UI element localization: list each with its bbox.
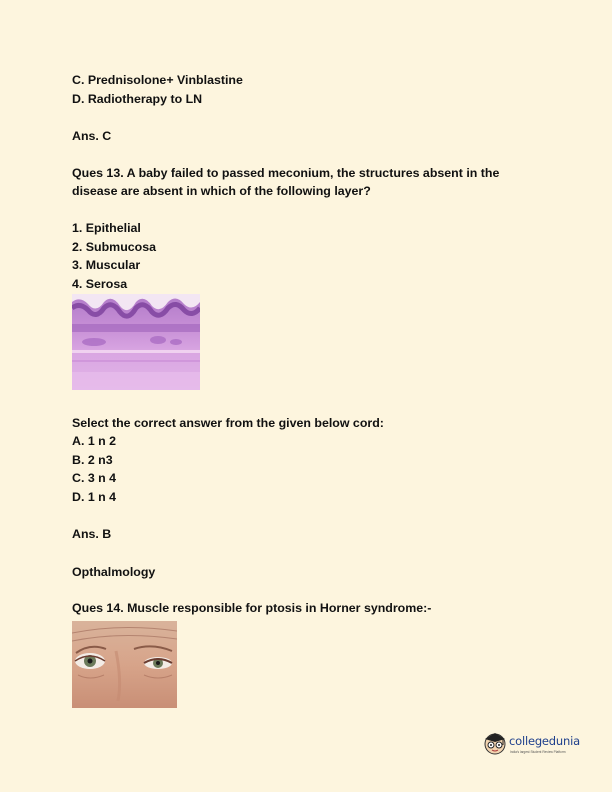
collegedunia-logo bbox=[482, 730, 592, 762]
choice-d: D. 1 n 4 bbox=[72, 490, 117, 504]
mascot-icon bbox=[482, 730, 508, 756]
choice-b: B. 2 n3 bbox=[72, 453, 113, 467]
select-instruction: Select the correct answer from the given below cord: bbox=[72, 416, 384, 430]
choice-a: A. 1 n 2 bbox=[72, 434, 117, 448]
choice-c: C. 3 n 4 bbox=[72, 471, 117, 485]
question-13-line-1: Ques 13. A baby failed to passed meconium, the structures absent in the bbox=[72, 166, 500, 180]
logo-tagline: India's largest Student Review Platform bbox=[510, 750, 566, 754]
answer-q13: Ans. B bbox=[72, 527, 112, 541]
option-d: D. Radiotherapy to LN bbox=[72, 92, 203, 106]
eyes-photo bbox=[72, 621, 177, 708]
option-c: C. Prednisolone+ Vinblastine bbox=[72, 73, 243, 87]
question-14: Ques 14. Muscle responsible for ptosis in Horner syndrome:- bbox=[72, 601, 432, 615]
logo-wordmark: collegedunia bbox=[509, 734, 580, 748]
histology-image bbox=[72, 294, 200, 390]
answer-q12: Ans. C bbox=[72, 129, 112, 143]
question-13-line-2: disease are absent in which of the following layer? bbox=[72, 184, 371, 198]
q13-option-2: 2. Submucosa bbox=[72, 240, 157, 254]
q13-option-4: 4. Serosa bbox=[72, 277, 128, 291]
q13-option-1: 1. Epithelial bbox=[72, 221, 141, 235]
q13-option-3: 3. Muscular bbox=[72, 258, 141, 272]
section-title: Opthalmology bbox=[72, 565, 156, 579]
